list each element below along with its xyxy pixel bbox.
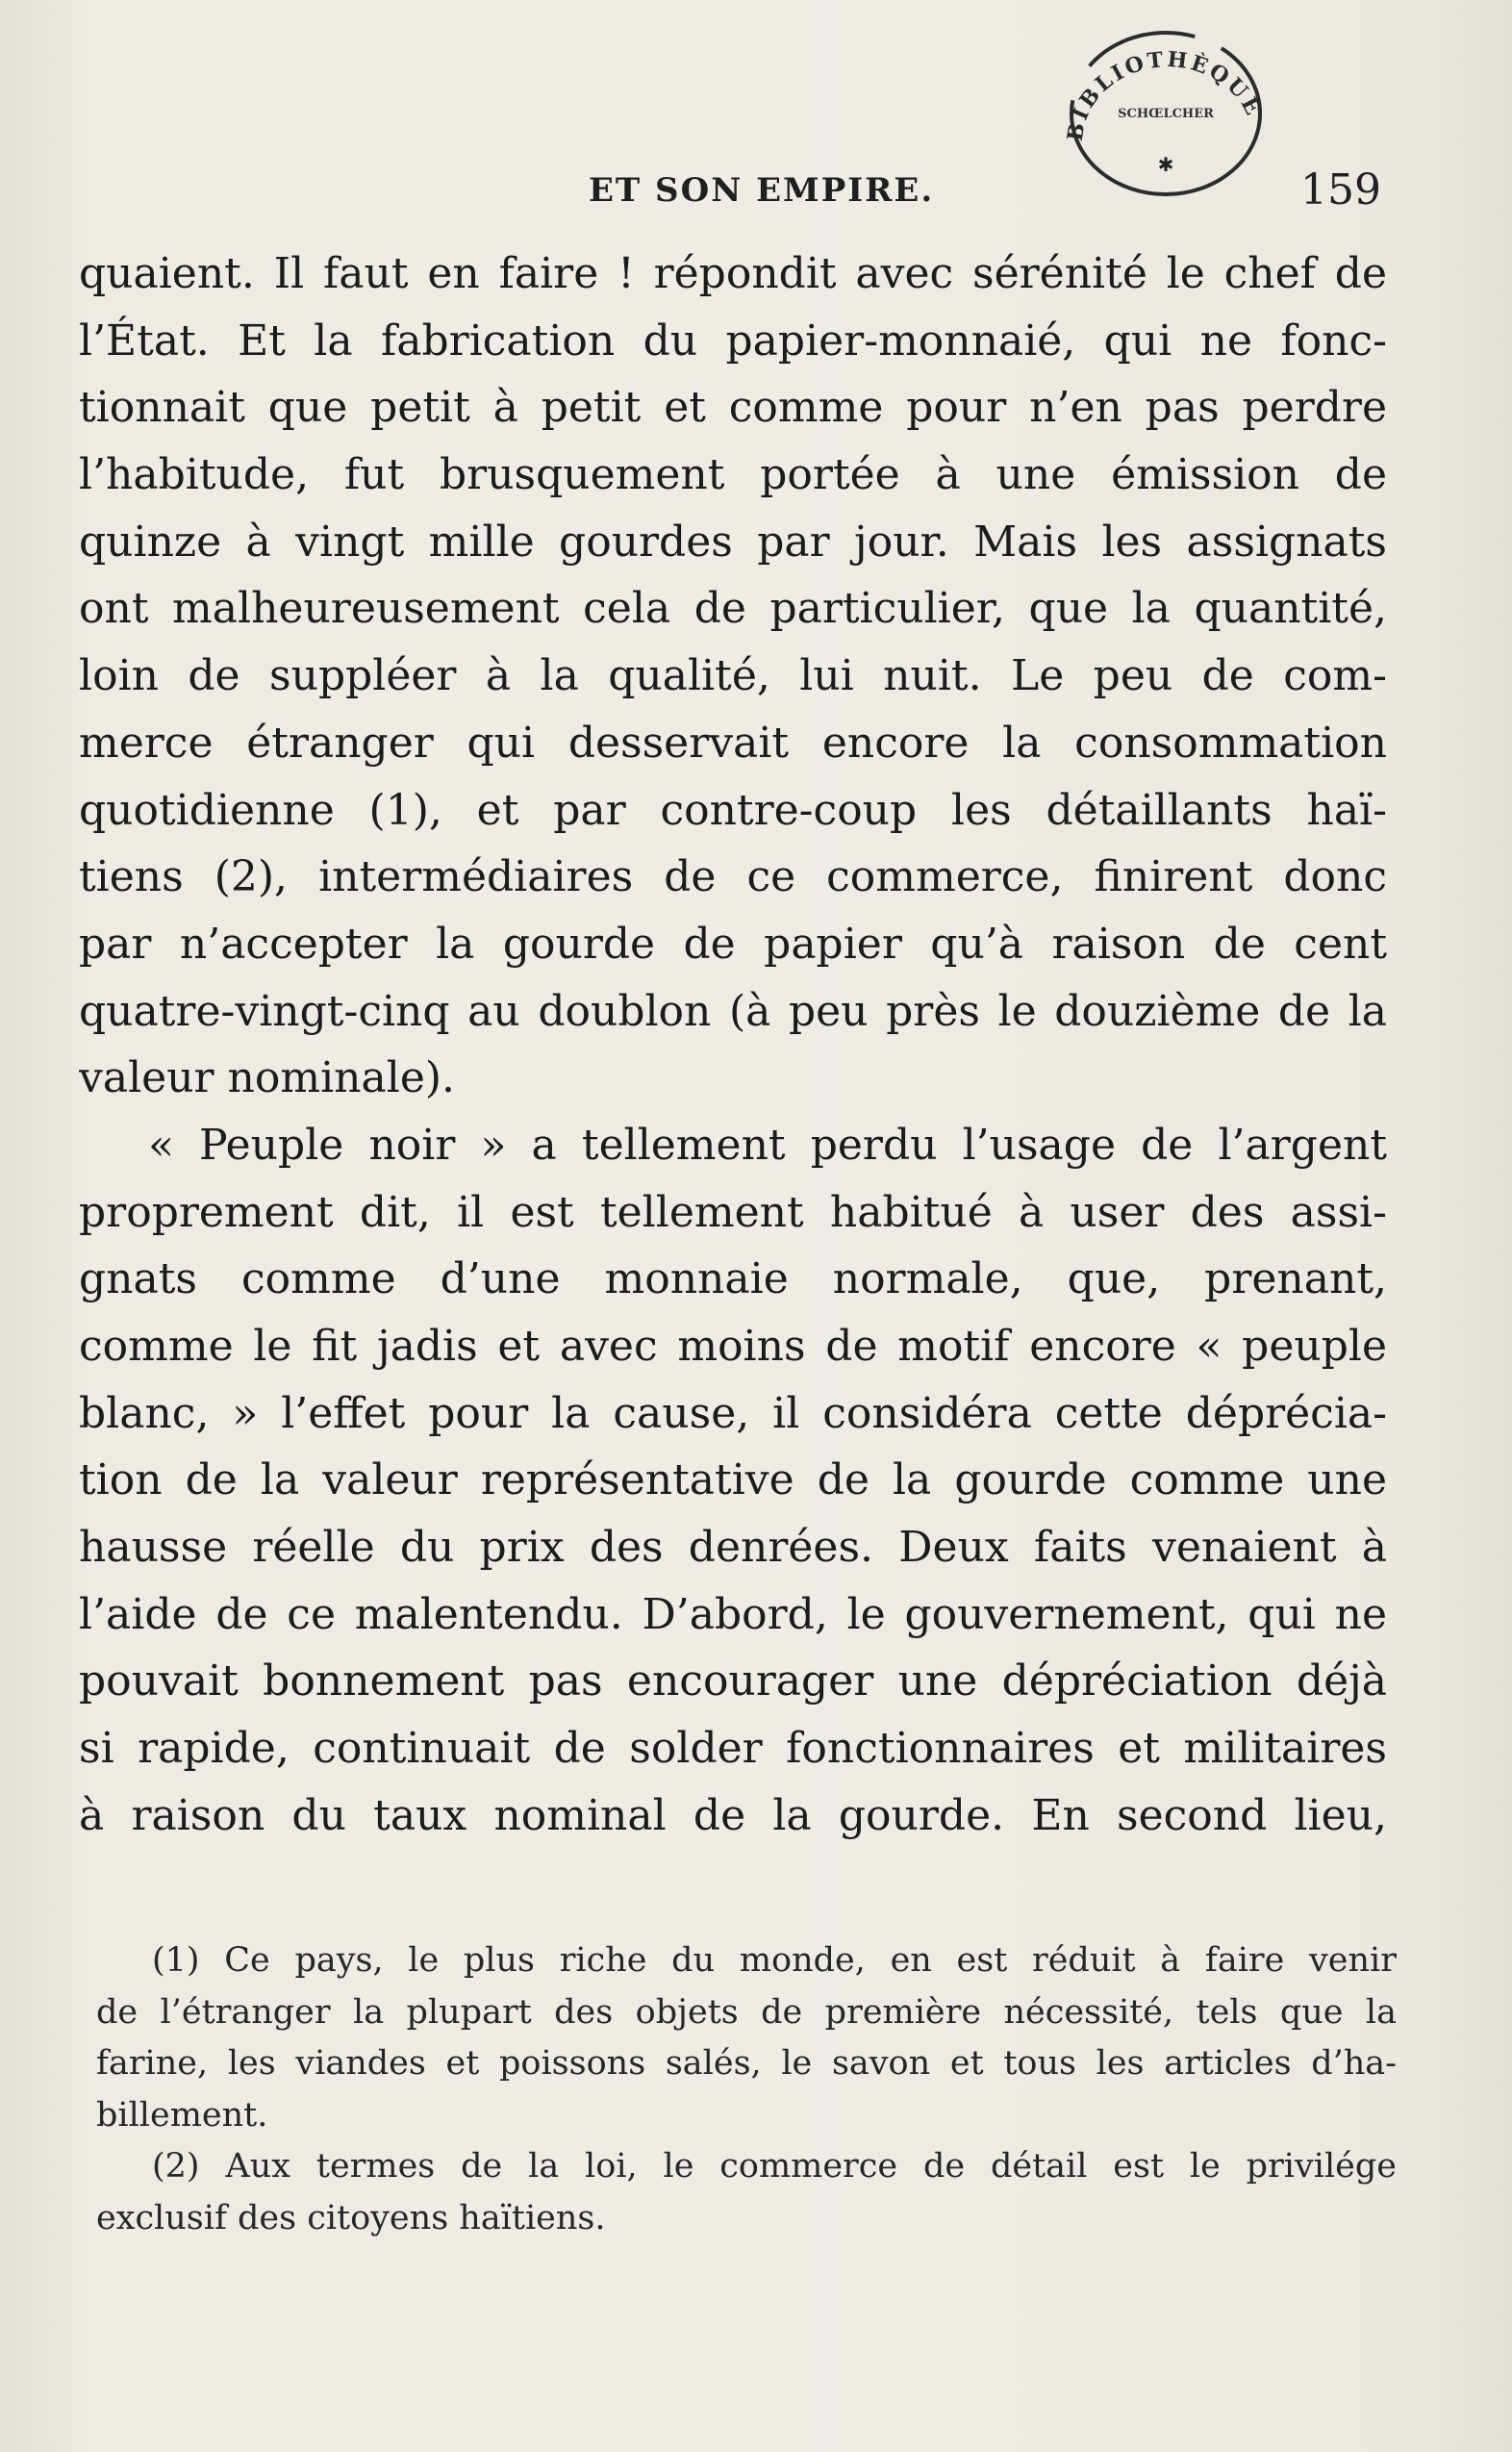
stamp-star-icon: ✱ <box>1157 153 1174 176</box>
text-line: proprement dit, il est tellement habitué à user des assi- <box>79 1187 1387 1237</box>
text-line: tion de la valeur représentative de la gourde comme une <box>79 1455 1387 1505</box>
stamp-arc-text: BIBLIOTHÈQUE <box>1062 46 1267 143</box>
footnotes <box>96 1935 1397 2244</box>
text-line: l’État. Et la fabrication du papier-monnaié, qui ne fonc- <box>79 316 1387 366</box>
text-line: blanc, » l’effet pour la cause, il considéra cette déprécia- <box>79 1388 1387 1438</box>
text-line: « Peuple noir » a tellement perdu l’usage de l’argent <box>148 1120 1387 1170</box>
text-line: si rapide, continuait de solder fonctionnaires et militaires <box>79 1724 1387 1774</box>
text-line: quaient. Il faut en faire ! répondit avec sérénité le chef de <box>79 249 1387 298</box>
footnote-line: billement. <box>96 2095 268 2135</box>
footnote-line: farine, les viandes et poissons salés, le savon et tous les articles d’ha- <box>96 2044 1397 2083</box>
page-header <box>0 165 1512 214</box>
text-line: comme le fit jadis et avec moins de motif encore « peuple <box>79 1322 1387 1371</box>
text-line: tionnait que petit à petit et comme pour n’en pas perdre <box>79 383 1387 433</box>
footnote-line: de l’étranger la plupart des objets de première nécessité, tels que la <box>96 1992 1397 2032</box>
text-line: à raison du taux nominal de la gourde. En second lieu, <box>79 1790 1387 1840</box>
stamp-center-text: SCHŒLCHER <box>1118 107 1214 121</box>
text-line: hausse réelle du prix des denrées. Deux faits venaient à <box>79 1523 1387 1573</box>
text-line: quatre-vingt-cinq au doublon (à peu près le douzième de la <box>79 986 1387 1036</box>
text-line: pouvait bonnement pas encourager une dépréciation déjà <box>79 1656 1387 1706</box>
text-line: tiens (2), intermédiaires de ce commerce, finirent donc <box>79 852 1387 902</box>
footnote-line: (2) Aux termes de la loi, le commerce de détail est le privilége <box>152 2147 1397 2186</box>
text-line: gnats comme d’une monnaie normale, que, prenant, <box>79 1254 1387 1304</box>
text-line: quotidienne (1), et par contre-coup les détaillants haï- <box>79 785 1387 835</box>
text-line: l’habitude, fut brusquement portée à une émission de <box>79 450 1387 500</box>
text-line: par n’accepter la gourde de papier qu’à raison de cent <box>79 919 1387 969</box>
footnote-line: (1) Ce pays, le plus riche du monde, en est réduit à faire venir <box>152 1941 1397 1980</box>
text-line: l’aide de ce malentendu. D’abord, le gouvernement, qui ne <box>79 1589 1387 1639</box>
text-line: quinze à vingt mille gourdes par jour. Mais les assignats <box>79 517 1387 567</box>
text-line: loin de suppléer à la qualité, lui nuit. Le peu de com- <box>79 651 1387 701</box>
text-line: ont malheureusement cela de particulier, que la quantité, <box>79 584 1387 634</box>
page-number: 159 <box>1300 165 1381 215</box>
footnote-line: exclusif des citoyens haïtiens. <box>96 2198 606 2237</box>
text-line: valeur nominale). <box>79 1053 456 1103</box>
running-title: ET SON EMPIRE. <box>589 171 935 210</box>
body-text <box>79 240 1387 1850</box>
text-line: merce étranger qui desservait encore la consommation <box>79 718 1387 768</box>
